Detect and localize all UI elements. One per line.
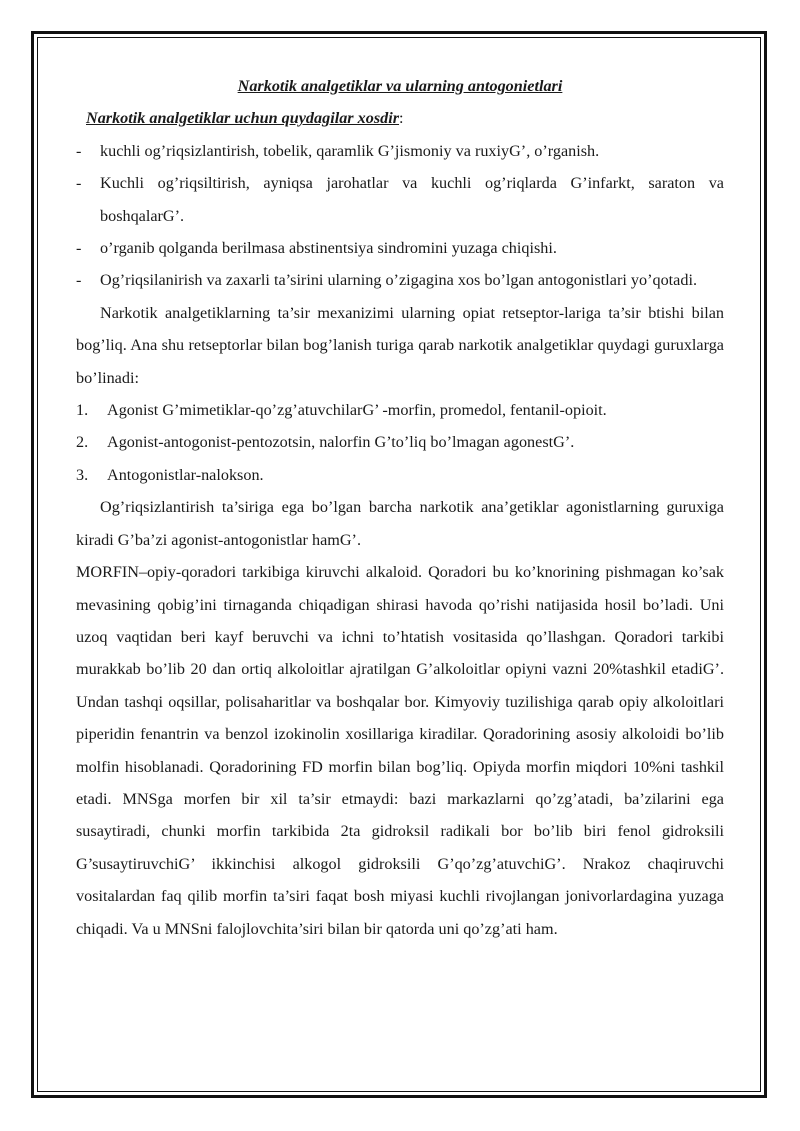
bullet-item: [76, 167, 724, 232]
subtitle-colon: :: [399, 109, 404, 128]
bullet-marker: -: [76, 141, 82, 160]
bullet-text: o’rganib qolganda berilmasa abstinentsiya sindromini yuzaga chiqishi.: [100, 239, 557, 258]
numbered-text: Agonist G’mimetiklar-qo’zg’atuvchilarG’ -morfin, promedol, fentanil-opioit.: [107, 401, 607, 420]
document-title: Narkotik analgetiklar va ularning antogonietlari: [237, 77, 563, 95]
bullet-marker: -: [76, 174, 82, 193]
paragraph-agonists: Og’riqsizlantirish ta’siriga ega bo’lgan barcha narkotik ana’getiklar agonistlarning guruxiga kiradi G’ba’zi agonist-antogonistlar hamG’.: [76, 498, 724, 549]
subtitle-text: Narkotik analgetiklar uchun quydagilar xosdir: [86, 109, 400, 128]
numbered-marker: 2.: [76, 433, 89, 452]
bullet-marker: -: [76, 271, 82, 290]
bullet-text: kuchli og’riqsizlantirish, tobelik, qaramlik G’jismoniy va ruxiyG’, o’rganish.: [100, 141, 600, 160]
numbered-item: [76, 459, 724, 491]
numbered-text: Antogonistlar-nalokson.: [107, 465, 264, 484]
bullet-text: Og’riqsilanirish va zaxarli ta’sirini ularning o’zigagina xos bo’lgan antogonistlari yo’qotadi.: [100, 271, 697, 290]
bullet-item: [76, 135, 724, 167]
numbered-marker: 1.: [76, 401, 89, 420]
paragraph-morfin: MORFIN–opiy-qoradori tarkibiga kiruvchi alkaloid. Qoradori bu ko’knorining pishmagan ko’sak mevasining qobig’ini tirnaganda chiqadigan shirasi havoda qo’rishi natijasida hosil bo’ladi. Uni uzoq vaqtidan beri kayf beruvchi va ichni to’htatish vositasida qo’llashgan. Qoradori tarkibi murakkab bo’lib 20 dan ortiq alkoloitlar ajratilgan G’alkoloitlar opiyni vazni 20%tashkil etadiG’. Undan tashqi oqsillar, polisaharitlar va boshqalar bor. Kimyoviy tuzilishiga qarab opiy alkoloitlari piperidin fenantrin va benzol izokinolin xosillariga kiradilar. Qoradorining asosiy alkoloidi bo’lib molfin hisoblanadi. Qoradorining FD morfin bilan bog’liq. Opiyda morfin miqdori 10%ni tashkil etadi. MNSga morfen bir xil ta’sir etmaydi: bazi markazlarni qo’zg’atadi, ba’zilarini ega susaytiradi, chunki morfin tarkibida 2ta gidroksil radikali bor bo’lib biri fenol gidroksili G’susaytiruvchiG’ ikkinchisi alkogol gidroksili G’qo’zg’atuvchiG’. Nrakoz chaqiruvchi vositalardan faq qilib morfin ta’siri faqat bosh miyasi kuchli rivojlangan jonivorlardagina yuzaga chiqadi. Va u MNSni falojlovchita’siri bilan bir qatorda uni qo’zg’ati ham.: [76, 563, 724, 938]
paragraph-mechanism: Narkotik analgetiklarning ta’sir mexanizimi ularning opiat retseptor-lariga ta’sir btishi bilan bog’liq. Ana shu retseptorlar bilan bog’lanish turiga qarab narkotik analgetiklar quydagi guruxlarga bo’linadi:: [76, 303, 724, 387]
document-body: [76, 70, 724, 945]
numbered-item: [76, 426, 724, 458]
bullet-text: Kuchli og’riqsiltirish, ayniqsa jarohatlar va kuchli og’riqlarda G’infarkt, saraton va boshqalarG’.: [100, 174, 724, 225]
numbered-text: Agonist-antogonist-pentozotsin, nalorfin G’to’liq bo’lmagan agonestG’.: [107, 433, 575, 452]
section-subtitle: [76, 102, 724, 134]
numbered-marker: 3.: [76, 465, 89, 484]
bullet-item: [76, 232, 724, 264]
bullet-item: [76, 264, 724, 296]
numbered-item: [76, 394, 724, 426]
bullet-marker: -: [76, 239, 82, 258]
